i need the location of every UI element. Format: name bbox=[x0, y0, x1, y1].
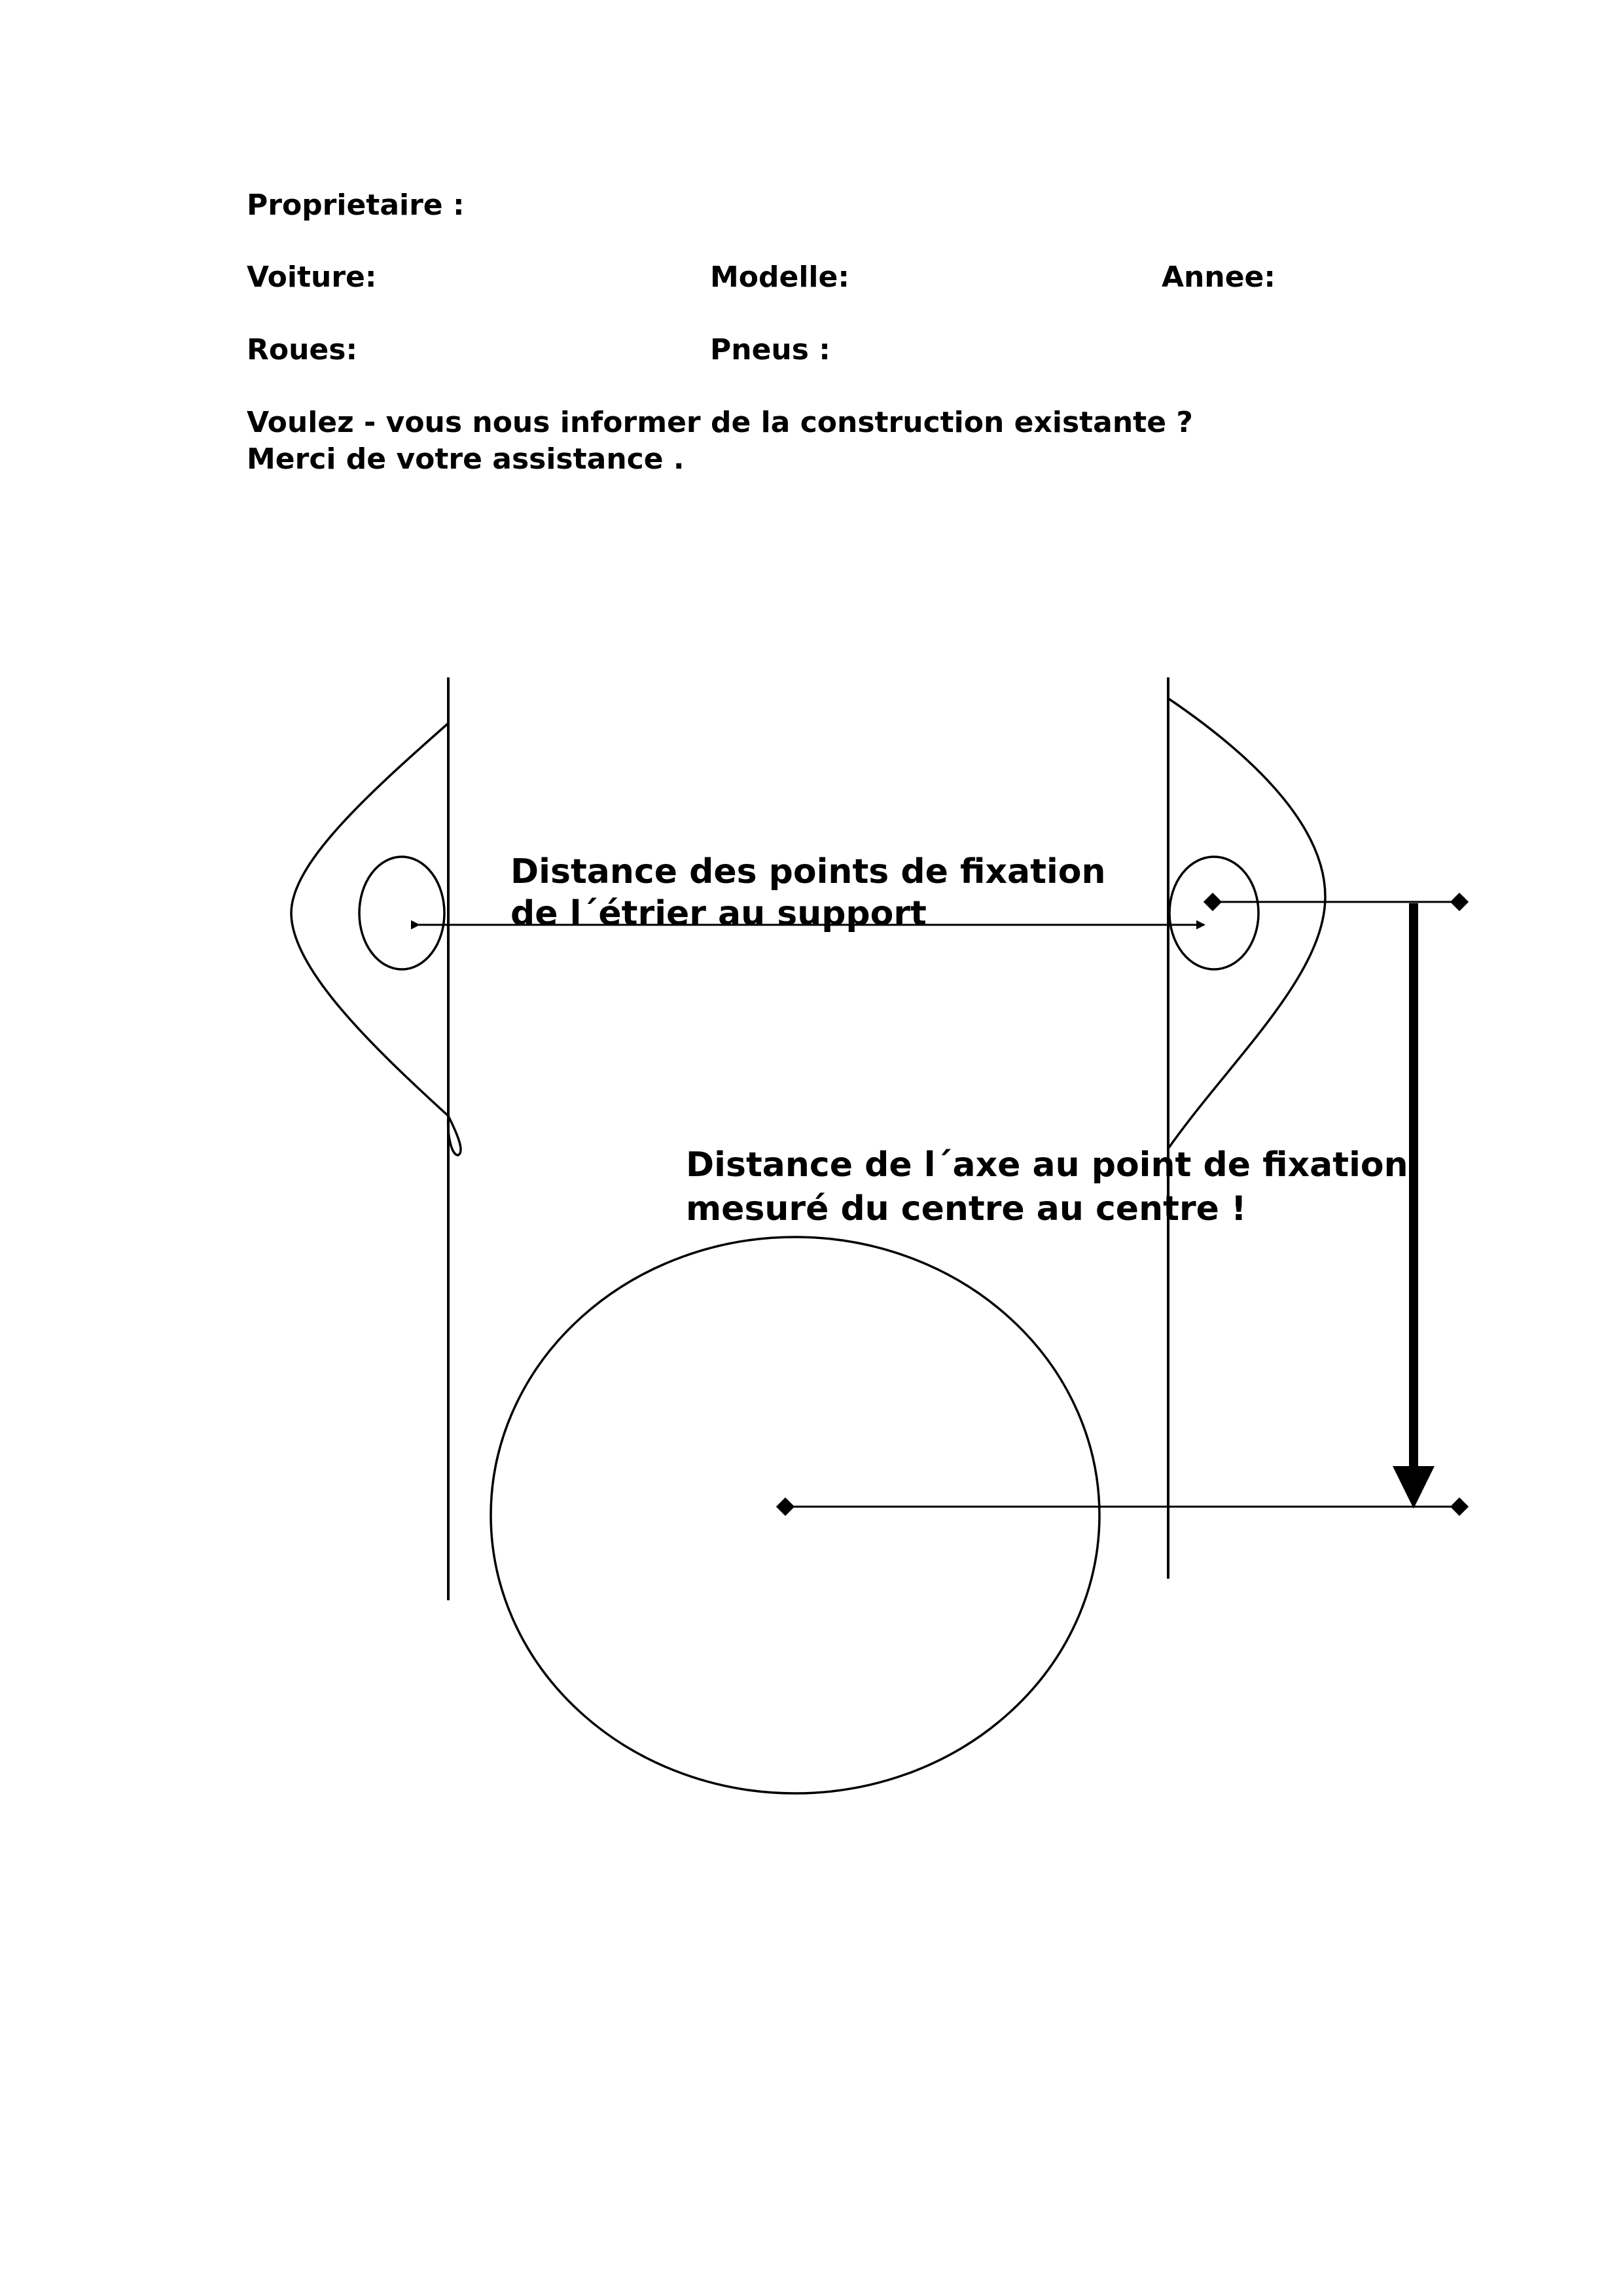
axle-distance-label-line-1: Distance de l´axe au point de fixation bbox=[686, 1145, 1408, 1185]
wheel-hub-circle bbox=[491, 1237, 1099, 1793]
wheels-label: Roues: bbox=[247, 333, 358, 367]
request-line-1: Voulez - vous nous informer de la construction existante ? bbox=[247, 406, 1193, 439]
owner-label: Proprietaire : bbox=[247, 188, 465, 222]
axle-distance-arrow-head bbox=[1393, 1466, 1435, 1509]
axle-distance-label-line-2: mesuré du centre au centre ! bbox=[686, 1189, 1247, 1229]
axle-reference-end-marker bbox=[1450, 1498, 1469, 1516]
year-label: Annee: bbox=[1162, 260, 1275, 294]
caliper-distance-label-line-1: Distance des points de fixation bbox=[510, 852, 1106, 891]
request-line-2: Merci de votre assistance . bbox=[247, 442, 685, 476]
left-caliper-lobe bbox=[291, 723, 461, 1155]
right-caliper-lobe bbox=[1168, 698, 1325, 1149]
mount-reference-end-marker bbox=[1450, 893, 1469, 911]
caliper-distance-label-line-2: de l´étrier au support bbox=[510, 894, 927, 933]
tyres-label: Pneus : bbox=[710, 333, 830, 367]
car-label: Voiture: bbox=[247, 260, 377, 294]
right-mount-hole bbox=[1169, 857, 1258, 969]
axle-center-marker bbox=[776, 1498, 794, 1516]
model-label: Modelle: bbox=[710, 260, 849, 294]
mount-point-marker bbox=[1204, 893, 1222, 911]
left-mount-hole bbox=[359, 857, 444, 969]
